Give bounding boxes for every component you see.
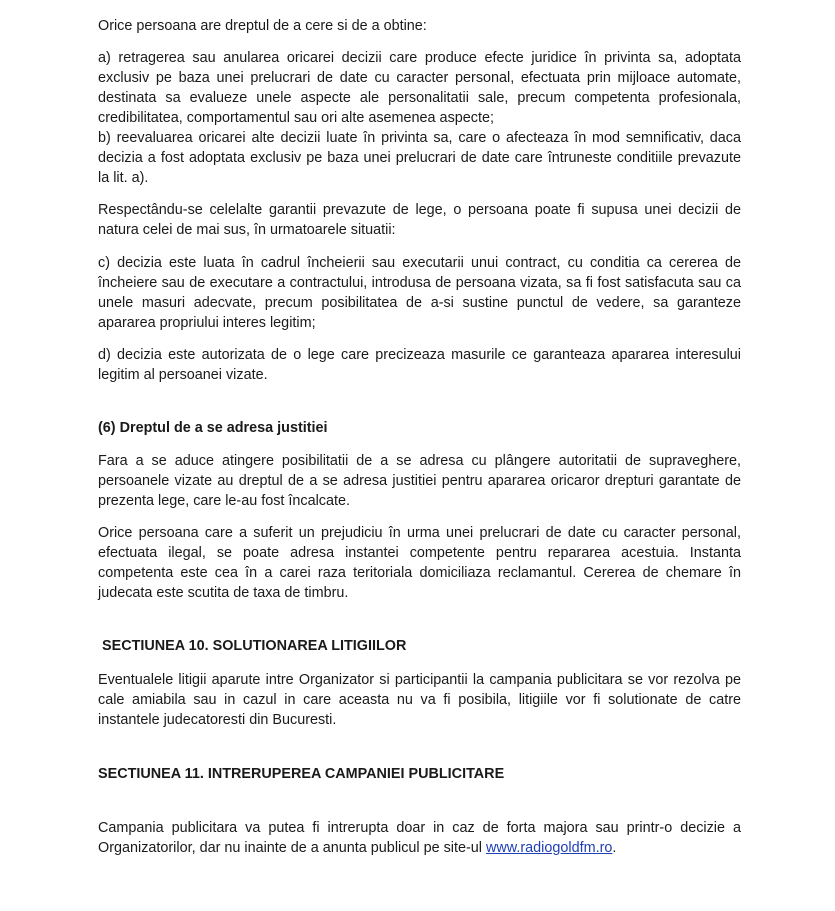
heading-section-10: SECTIUNEA 10. SOLUTIONAREA LITIGIILOR — [102, 638, 407, 654]
paragraph-interruption-text: Campania publicitara va putea fi intrerupta doar in caz de forta majora sau printr-o decizie a Organizatorilor, dar nu inainte de a anunta publicul pe site-ul — [98, 820, 741, 856]
paragraph-interruption — [98, 818, 741, 858]
paragraph-disputes: Eventualele litigii aparute intre Organizator si participantii la campania publicitara se vor rezolva pe cale amiabila sau in cazul in care aceasta nu va fi posibila, litigiile vor fi solutionate de catre instantele judecatoresti din Bucuresti. — [98, 672, 741, 728]
paragraph-complaint: Fara a se aduce atingere posibilitatii de a se adresa cu plângere autoritatii de supraveghere, persoanele vizate au dreptul de a se adresa justitiei pentru apararea oricaror drepturi garantate de prezenta lege, care le-au fost încalcate. — [98, 453, 741, 509]
website-link[interactable]: www.radiogoldfm.ro — [486, 840, 613, 856]
paragraph-item-c: c) decizia este luata în cadrul încheierii sau executarii unui contract, cu conditia ca cererea de încheiere sau de executare a contractului, introdusa de persoana vizata, sa fi fost satisfacuta sau ca unele masuri adecvate, precum posibilitatea de a-si sustine punctul de vedere, sa garanteze apararea propriului interes legitim; — [98, 255, 741, 331]
paragraph-item-d: d) decizia este autorizata de o lege care precizeaza masurile ce garanteaza apararea interesului legitim al persoanei vizate. — [98, 347, 741, 383]
paragraph-interruption-end: . — [612, 840, 617, 856]
paragraph-item-b: b) reevaluarea oricarei alte decizii luate în privinta sa, care o afecteaza în mod semnificativ, daca decizia a fost adoptata exclusiv pe baza unei prelucrari de date care întruneste conditiile prevazute la lit. a). — [98, 130, 741, 186]
paragraph-damages: Orice persoana care a suferit un prejudiciu în urma unei prelucrari de date cu caracter personal, efectuata ilegal, se poate adresa instantei competente pentru repararea acestuia. Instanta competenta este cea în a carei raza teritoriala domiciliaza reclamantul. Cererea de chemare în judecata este scutita de taxa de timbru. — [98, 525, 741, 601]
paragraph-item-a: a) retragerea sau anularea oricarei decizii care produce efecte juridice în privinta sa, adoptata exclusiv pe baza unei prelucrari de date cu caracter personal, efectuata prin mijloace automate, destinata sa evalueze unele aspecte ale personalitatii sale, precum competenta profesionala, credibilitatea, comportamentul sau ori alte asemenea aspecte; — [98, 50, 741, 126]
document-body — [98, 16, 741, 858]
paragraph-intro: Orice persoana are dreptul de a cere si de a obtine: — [98, 18, 427, 34]
heading-section-6: (6) Dreptul de a se adresa justitiei — [98, 420, 328, 436]
paragraph-guarantees: Respectându-se celelalte garantii prevazute de lege, o persoana poate fi supusa unei decizii de natura celei de mai sus, în urmatoarele situatii: — [98, 202, 741, 238]
heading-section-11: SECTIUNEA 11. INTRERUPEREA CAMPANIEI PUBLICITARE — [98, 766, 505, 782]
